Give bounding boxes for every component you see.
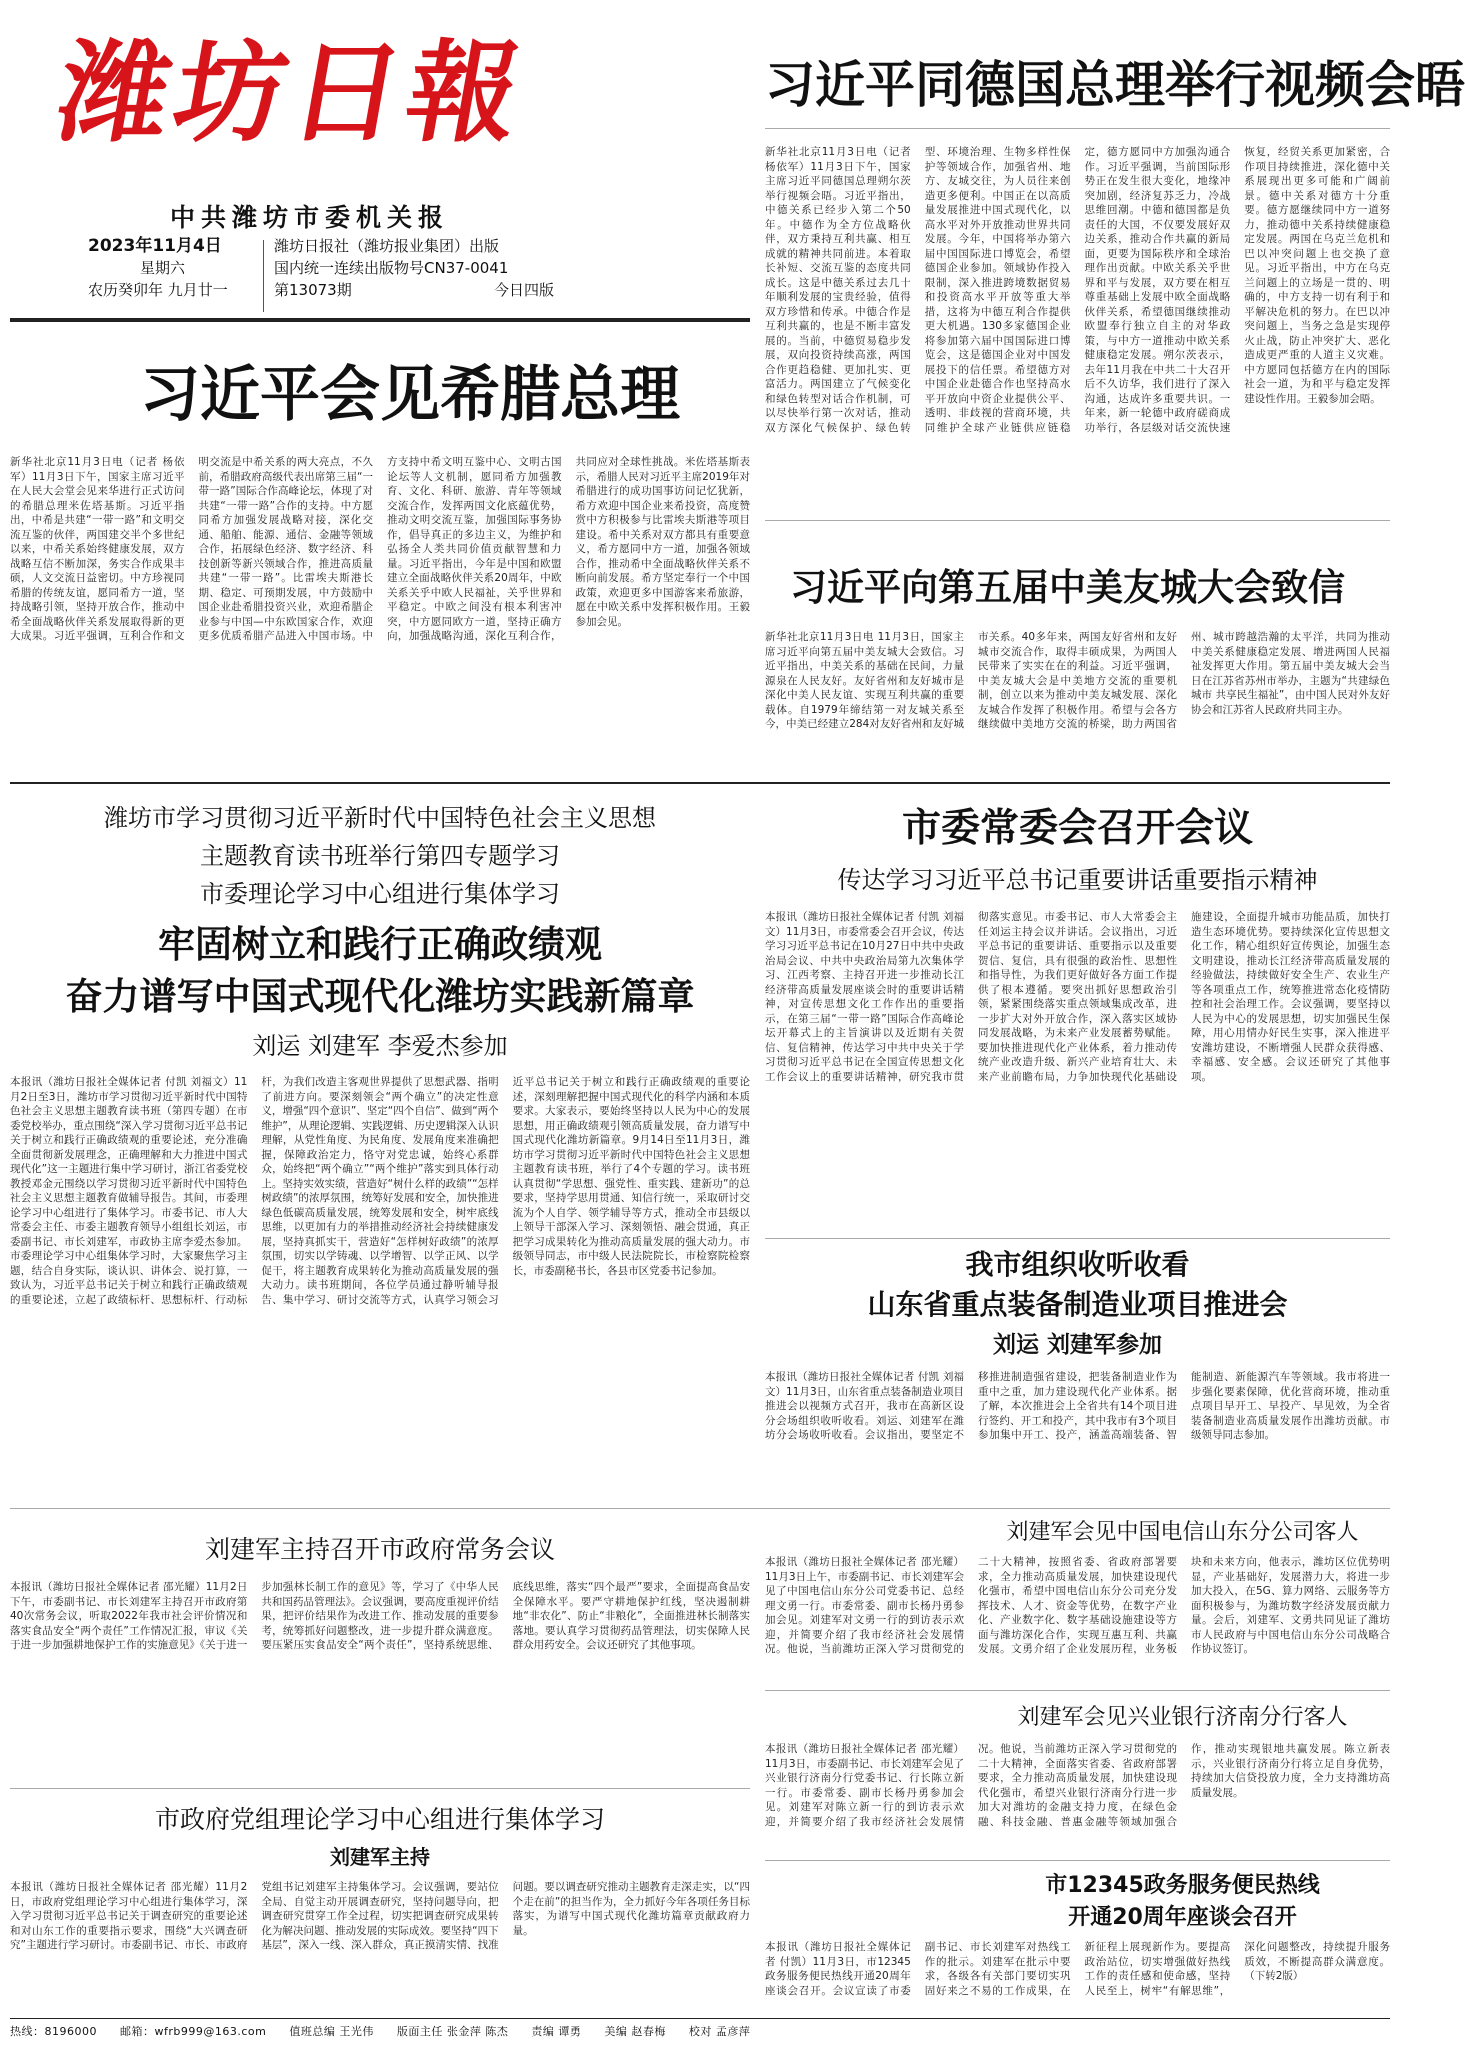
article-executive-body: 本报讯（潍坊日报社全媒体记者 邵光耀）11月2日下午，市委副书记、市长刘建军主持召开市政府第40次常务会议，听取2022年我市社会评价情况和落实食品安全“两个责任”工作情况汇报，审议《关于进一步加强耕地保护工作的实施意见》《关于进一步加强林长制工作的意见》等，学习了《中华人民共和国药品管理法》。会议强调，要高度重视评价结果，把评价结果作为改进工作、推动发展的重要参考，统筹抓好问题整改，进一步提升群众满意度。要压紧压实食品安全“两个责任”，坚持系统思维、底线思维，落实“四个最严”要求，全面提高食品安全保障水平。要严守耕地保护红线，坚决遏制耕地“非农化”、防止“非粮化”，全面推进林长制落实落地。要认真学习贯彻药品管理法，切实保障人民群众用药安全。会议还研究了其他事项。 [10,1581,750,1651]
article-germany-body: 新华社北京11月3日电（记者 杨依军）11月3日下午，国家主席习近平同德国总理朔尔茨举行视频会晤。习近平指出，中德关系已经步入第二个50年。中德作为全方位战略伙伴，双方秉持互利共赢、相互成就的精神共同前进。本着取长补短、交流互鉴的态度共同成长。这是中德关系过去几十年顺利发展的宝贵经验，值得双方珍惜和传承。中德合作是互利共赢的，也是不断丰富发展的。当前，中德贸易稳步发展，双向投资持续高涨，两国合作更趋稳健、更加扎实、更富活力。两国建立了气候变化和绿色转型对话合作机制，可以尽快举行第一次对话，推动双方深化气候保护、绿色转型、环境治理、生物多样性保护等领域合作，加强省州、地方、友城交往，为人员往来创造更多便利。中国正在以高质量发展推进中国式现代化，以高水平对外开放推动世界共同发展。今年，中国将举办第六届中国国际进口博览会，希望德国企业参加。领域协作投入限制，深入推进跨境数据贸易和投资高水平开放等重大举措，这将为中德互利合作提供更大机遇。130多家德国企业将参加第六届中国国际进口博览会，这是德国企业对中国发展投下的信任票。希望德方对中国企业赴德合作也坚持高水平开放向中资企业提供公平、透明、非歧视的营商环境，共同维护全球产业链供应链稳定，德方愿同中方加强沟通合作。习近平强调，当前国际形势正在发生很大变化，地缘冲突加剧，经济复苏乏力，冷战思维回潮。中德和德国都是负责任的大国，不仅要发展好双边关系，推动合作共赢的新局面，更要为国际秩序和全球治理作出贡献。中欧关系关乎世界和平与发展，双方要在相互尊重基础上发展中欧全面战略伙伴关系，希望德国继续推动欧盟奉行独立自主的对华政策，与中方一道推动中欧关系健康稳定发展。朔尔茨表示，去年11月我在中共二十大召开后不久访华，我们进行了深入沟通，达成许多重要共识。一年来，新一轮德中政府磋商成功举行，各层级对话交流快速恢复，经贸关系更加紧密，合作项目持续推进，深化德中关系展现出更多可能和广阔前景。德中关系对德方十分重要。德方愿继续同中方一道努力，推动德中关系持续健康稳定发展。两国在乌克兰危机和巴以冲突问题上也交换了意见。习近平指出，中方在乌克兰问题上的立场是一贯的、明确的，中方支持一切有利于和平解决危机的努力。在巴以冲突问题上，当务之急是实现停火止战，防止冲突扩大、恶化造成更严重的人道主义灾难。中方愿同包括德方在内的国际社会一道，为和平与稳定发挥建设性作用。王毅参加会晤。 [765,146,1390,434]
article-hotline-body: 本报讯（潍坊日报社全媒体记者 付凯）11月3日，市12345政务服务便民热线开通20周年座谈会召开。会议宣读了市委副书记、市长刘建军对热线工作的批示。刘建军在批示中要求，各级各有关部门要切实巩固好来之不易的工作成果，在新征程上展现新作为。要提高政治站位，切实增强做好热线工作的责任感和使命感，坚持人民至上，树牢“有解思维”，深化问题整改，持续提升服务质效，不断提高群众满意度。（下转2版） [765,1941,1390,1997]
page-footer: 热线：8196000 邮箱：wfrb999@163.com 值班总编 王光伟 版面主任 张金萍 陈杰 责编 谭勇 美编 赵春梅 校对 孟彦萍 [10,2025,751,2038]
hotline-title-line2: 开通20周年座谈会召开 [1068,1905,1297,1930]
theory-byline: 刘建军主持 [330,1845,430,1869]
article-study-body: 本报讯（潍坊日报社全媒体记者 付凯 刘福文）11月2日至3日，潍坊市学习贯彻习近平新时代中国特色社会主义思想主题教育读书班（第四专题）在市委党校举办，重点围绕“深入学习贯彻习近平总书记关于树立和践行正确政绩观的重要论述，充分准确全面贯彻新发展理念，正确理解和大力推进中国式现代化”这一主题进行集中学习研讨，浙江省委党校教授邓金元围绕以学习贯彻习近平新时代中国特色社会主义思想主题教育做辅导报告。其间，市委理论学习中心组进行了集体学习。市委书记、市人大常委会主任、市委主题教育领导小组组长刘运，市委副书记、市长刘建军，市政协主席李爱杰参加。市委理论学习中心组集体学习时，大家聚焦学习主题，结合自身实际，谈认识、讲体会、说打算，一致认为，习近平总书记关于树立和践行正确政绩观的重要论述，立起了政绩标杆、思想标杆、行动标杆，为我们改造主客观世界提供了思想武器、指明了前进方向。要深刻领会“两个确立”的决定性意义，增强“四个意识”、坚定“四个自信”、做到“两个维护”，从理论逻辑、实践逻辑、历史逻辑深入认识理解，从党性角度、为民角度、发展角度来准确把握，保障政治定力，恪守对党忠诚，始终心系群众，始终把“两个确立”“两个维护”落实到具体行动上。坚持实效实绩，营造好“树什么样的政绩”“怎样树政绩”的浓厚氛围，统筹好发展和安全，加快推进绿色低碳高质量发展，统筹发展和安全，树牢底线思维，以更加有力的举措推动经济社会持续健康发展，坚持真抓实干，营造好“怎样树好政绩”的浓厚氛围，切实以学铸魂、以学增智、以学正风、以学促干，将主题教育成果转化为推动高质量发展的强大动力。读书班期间，各位学员通过静听辅导报告、集中学习、研讨交流等方式，认真学习领会习近平总书记关于树立和践行正确政绩观的重要论述，深刻理解把握中国式现代化的科学内涵和本质要求。大家表示，要始终坚持以人民为中心的发展思想，用正确政绩观引领高质量发展，奋力谱写中国式现代化潍坊新篇章。9月14日至11月3日，潍坊市学习贯彻习近平新时代中国特色社会主义思想主题教育读书班，举行了4个专题的学习。读书班认真贯彻“学思想、强党性、重实践、建新功”的总要求，坚持学思用贯通、知信行统一，采取研讨交流为个人自学、领学辅导等方式，推动全市县级以上领导干部深入学习、深刻领悟、融会贯通，真正把学习成果转化为推动高质量发展的强大动力。市级领导同志，市中级人民法院院长，市检察院检察长，市委副秘书长，各县市区党委书记参加。 [10,1076,750,1306]
headline-standing: 市委常委会召开会议 [901,805,1253,851]
study-main-title2: 奋力谱写中国式现代化潍坊实践新篇章 [65,974,695,1018]
page-count: 今日四版 [494,281,555,299]
headline-telecom: 刘建军会见中国电信山东分公司客人 [1006,1520,1359,1545]
headline-theory: 市政府党组理论学习中心组进行集体学习 [154,1805,605,1834]
standing-subtitle: 传达学习习近平总书记重要讲话重要指示精神 [837,866,1318,894]
issue-number: 第13073期 [274,281,352,299]
article-greece-body: 新华社北京11月3日电（记者 杨依军）11月3日下午，国家主席习近平在人民大会堂会见来华进行正式访问的希腊总理米佐塔基斯。习近平指出，中希是共建“一带一路”和文明交流互鉴的伙伴，两国建交半个多世纪以来，中希关系始终健康发展，双方战略互信不断加深，务实合作成果丰硕，人文交流日益密切。中方珍视同希腊的传统友谊，愿同希方一道，坚持战略引领，坚持开放合作，推动中希全面战略伙伴关系发展取得新的更大成果。习近平强调，互利合作和文明交流是中希关系的两大亮点，不久前，希腊政府高级代表出席第三届“一带一路”国际合作高峰论坛，体现了对共建“一带一路”合作的支持。中方愿同希方加强发展战略对接，深化交通、船舶、能源、通信、金融等领域合作，拓展绿色经济、数字经济、科技创新等新兴领域合作，推进高质量共建“一带一路”。比雷埃夫斯港长期、稳定、可预期发展，中方鼓励中国企业赴希腊投资兴业，欢迎希腊企业参与中国—中东欧国家合作，欢迎更多优质希腊产品进入中国市场。中方支持中希文明互鉴中心、文明古国论坛等人文机制，愿同希方加强教育、文化、科研、旅游、青年等领域交流合作，发挥两国文化底蕴优势，推动文明交流互鉴，加强国际事务协作，倡导真正的多边主义，为维护和弘扬全人类共同价值贡献智慧和力量。习近平指出，今年是中国和欧盟建立全面战略伙伴关系20周年，中欧关系关乎中欧人民福祉，关乎世界和平稳定。中欧之间没有根本利害冲突，中方愿同欧方一道，坚持正确方向，加强战略沟通，深化互利合作，共同应对全球性挑战。米佐塔基斯表示，希腊人民对习近平主席2019年对希腊进行的成功国事访问记忆犹新，希方欢迎中国企业来希投资，高度赞赏中方积极参与比雷埃夫斯港等项目建设。希中关系对双方都具有重要意义，希方愿同中方一道，加强各领域合作，推动希中全面战略伙伴关系不断向前发展。希方坚定奉行一个中国政策，欢迎更多中国游客来希旅游，愿在中欧关系中发挥积极作用。王毅参加会见。 [10,456,750,642]
study-main-title1: 牢固树立和践行正确政绩观 [158,922,602,966]
study-title-line3: 市委理论学习中心组进行集体学习 [200,880,560,908]
article-bank-body: 本报讯（潍坊日报社全媒体记者 邵光耀）11月3日，市委副书记、市长刘建军会见了兴业银行济南分行党委书记、行长陈立新一行。市委常委、副市长杨丹勇参加会见。刘建军对陈立新一行的到访表示欢迎，并简要介绍了我市经济社会发展情况。他说，当前潍坊正深入学习贯彻党的二十大精神，全面落实省委、省政府部署要求，全力推动高质量发展，加快建设现代化强市，希望兴业银行济南分行进一步加大对潍坊的金融支持力度，在绿色金融、科技金融、普惠金融等领域加强合作，推动实现银地共赢发展。陈立新表示，兴业银行济南分行将立足自身优势，持续加大信贷投放力度，全力支持潍坊高质量发展。 [765,1743,1390,1828]
lunar-date: 农历癸卯年 九月廿一 [88,281,228,299]
cn-number: 国内统一连续出版物号CN37-0041 [274,259,509,277]
headline-cities: 习近平向第五届中美友城大会致信 [790,565,1345,609]
masthead-info [88,236,728,318]
issue-date: 2023年11月4日 [88,236,222,256]
masthead-rule [10,318,750,322]
headline-bank: 刘建军会见兴业银行济南分行客人 [1017,1705,1348,1730]
article-visit-body: 本报讯（潍坊日报社全媒体记者 付凯 刘福文）11月3日，山东省重点装备制造业项目推进会以视频方式召开，我市在高新区设分会场组织收听收看。刘运、刘建军在潍坊分会场收听收看。会议指出，要坚定不移推进制造强省建设，把装备制造业作为重中之重，加力建设现代化产业体系。据了解，本次推进会上全省共有14个项目进行签约、开工和投产，其中我市有3个项目参加集中开工、投产，涵盖高端装备、智能制造、新能源汽车等领域。我市将进一步强化要素保障，优化营商环境，推动重点项目早开工、早投产、早见效，为全省装备制造业高质量发展作出潍坊贡献。市级领导同志参加。 [765,1371,1390,1441]
visit-title-line1: 我市组织收听收看 [965,1248,1190,1281]
article-standing-body: 本报讯（潍坊日报社全媒体记者 付凯 刘福文）11月3日，市委常委会召开会议，传达学习习近平总书记在10月27日中共中央政治局会议、中共中央政治局第九次集体学习、江西考察、主持召开进一步推动长江经济带高质量发展座谈会时的重要讲话精神，对宣传思想文化工作作出的重要指示，在第三届“一带一路”国际合作高峰论坛开幕式上的主旨演讲以及近期有关贺信、复信精神，传达学习中共中央关于学习贯彻习近平总书记在全国宣传思想文化工作会议上的重要讲话精神，研究我市贯彻落实意见。市委书记、市人大常委会主任刘运主持会议并讲话。会议指出，习近平总书记的重要讲话、重要指示以及重要贺信、复信，具有很强的政治性、思想性和指导性，为我们更好做好各方面工作提供了根本遵循。要突出抓好思想政治引领，紧紧围绕落实重点领域集成改革，进一步扩大对外开放合作，深入落实区域协同发展战略，为未来产业发展蓄势赋能。要加快推进现代化产业体系，着力推动传统产业改造升级、新兴产业培育壮大、未来产业前瞻布局，力争加快现代化基础设施建设，全面提升城市功能品质，加快打造生态环境优势。要持续深化宣传思想文化工作，精心组织好宣传舆论，加强生态文明建设，推动长江经济带高质量发展的经验做法，持续做好安全生产、农业生产等各项重点工作，统筹推进常态化疫情防控和社会治理工作。会议强调，要坚持以人民为中心的发展思想，切实加强民生保障，用心用情办好民生实事，深入推进平安潍坊建设，不断增强人民群众获得感、幸福感、安全感。会议还研究了其他事项。 [765,911,1390,1083]
section-divider [10,782,1390,784]
article-theory-body: 本报讯（潍坊日报社全媒体记者 邵光耀）11月2日，市政府党组理论学习中心组进行集体学习，深入学习贯彻习近平总书记关于调查研究的重要论述和对山东工作的重要指示要求，围绕“大兴调查研究”主题进行学习研讨。市委副书记、市长、市政府党组书记刘建军主持集体学习。会议强调，要站位全局、自觉主动开展调查研究，坚持问题导向，把调查研究贯穿工作全过程，切实把调查研究成果转化为解决问题、推动发展的实际成效。要坚持“四下基层”，深入一线、深入群众，真正摸清实情、找准问题。要以调查研究推动主题教育走深走实，以“四个走在前”的担当作为，全力抓好今年各项任务目标落实，为谱写中国式现代化潍坊篇章贡献政府力量。 [10,1881,750,1951]
publisher: 潍坊日报社（潍坊报业集团）出版 [274,237,500,255]
article-telecom-body: 本报讯（潍坊日报社全媒体记者 邵光耀）11月3日上午，市委副书记、市长刘建军会见了中国电信山东分公司党委书记、总经理文勇一行。市委常委、副市长杨丹勇参加会见。刘建军对文勇一行的到访表示欢迎，并简要介绍了我市经济社会发展情况。他说，当前潍坊正深入学习贯彻党的二十大精神，按照省委、省政府部署要求，全力推动高质量发展，加快建设现代化强市，希望中国电信山东分公司充分发挥技术、人才、资金等优势，在数字产业化、产业数字化、数字基础设施建设等方面与潍坊深化合作，实现互惠互利、共赢发展。文勇介绍了企业发展历程，业务板块和未来方向，他表示，潍坊区位优势明显，产业基础好，发展潜力大，将进一步加大投入，在5G、算力网络、云服务等方面积极参与，为潍坊数字经济发展贡献力量。会后，刘建军、文勇共同见证了潍坊市人民政府与中国电信山东分公司战略合作协议签订。 [765,1556,1390,1655]
study-title-line1: 潍坊市学习贯彻习近平新时代中国特色社会主义思想 [104,804,656,832]
headline-executive: 刘建军主持召开市政府常务会议 [204,1535,555,1564]
newspaper-logo: 潍坊日報 [48,28,536,157]
study-title-line2: 主题教育读书班举行第四专题学习 [200,842,560,870]
hotline-title-line1: 市12345政务服务便民热线 [1045,1873,1320,1898]
study-byline: 刘运 刘建军 李爱杰参加 [252,1032,508,1060]
headline-greece: 习近平会见希腊总理 [140,360,680,430]
visit-title-line2: 山东省重点装备制造业项目推进会 [867,1288,1288,1321]
visit-byline: 刘运 刘建军参加 [992,1332,1162,1358]
article-cities-body: 新华社北京11月3日电 11月3日，国家主席习近平向第五届中美友城大会致信。习近平指出，中美关系的基础在民间，力量源泉在人民友好。友好省州和友好城市是深化中美人民友谊、实现互利共赢的重要载体。自1979年缔结第一对友城关系至今，中美已经建立284对友好省州和友好城市关系。40多年来，两国友好省州和友好城市交流合作，取得丰硕成果，为两国人民带来了实实在在的利益。习近平强调，中美友城大会是中美地方交流的重要机制，创立以来为推动中美友城发展、深化友城合作发挥了积极作用。希望与会各方继续做中美地方交流的桥梁，助力两国省州、城市跨越浩瀚的太平洋，共同为推动中美关系健康稳定发展、增进两国人民福祉发挥更大作用。第五届中美友城大会当日在江苏省苏州市举办，主题为“共建绿色城市 共享民生福祉”，由中国人民对外友好协会和江苏省人民政府共同主办。 [765,631,1390,730]
issue-weekday: 星期六 [140,259,186,277]
newspaper-subtitle: 中共潍坊市委机关报 [170,203,450,232]
headline-germany: 习近平同德国总理举行视频会晤 [765,55,1465,114]
